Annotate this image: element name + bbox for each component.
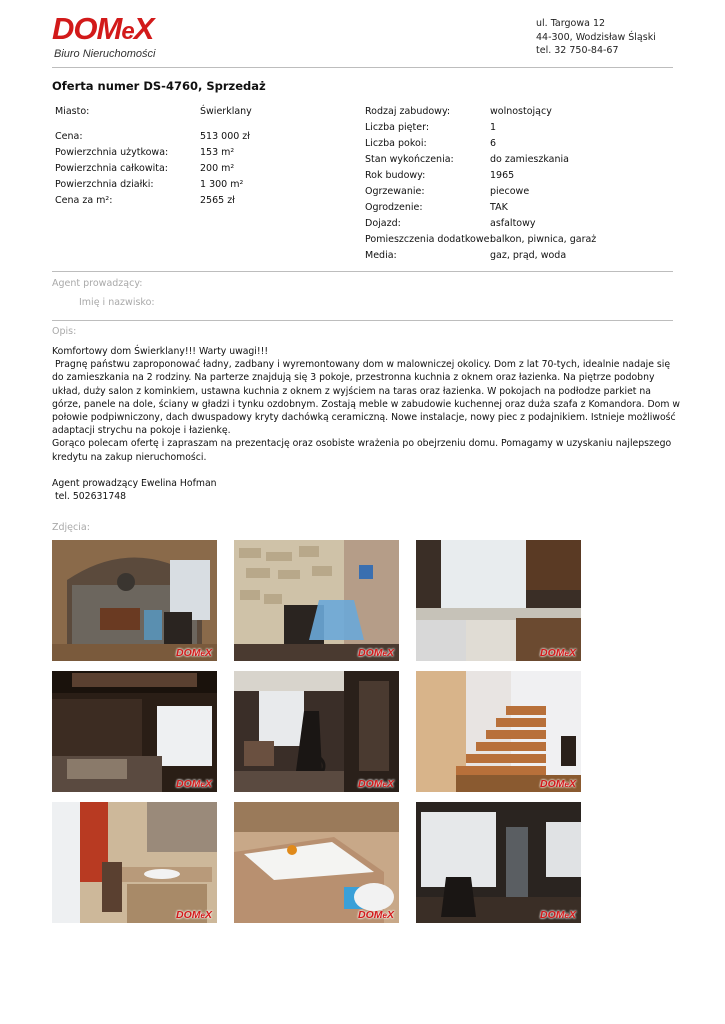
photo-watermark: DOMeX <box>540 647 576 659</box>
detail-label: Cena: <box>55 131 83 142</box>
agent-divider <box>52 320 673 321</box>
detail-label: Ogrodzenie: <box>365 202 423 213</box>
detail-value: TAK <box>490 202 508 213</box>
photo-watermark: DOMeX <box>358 778 394 790</box>
description-spacer <box>52 464 682 477</box>
detail-label: Stan wykończenia: <box>365 154 454 165</box>
detail-label: Media: <box>365 250 397 261</box>
address-street: ul. Targowa 12 <box>536 18 606 29</box>
detail-value: wolnostojący <box>490 106 552 117</box>
detail-value: 513 000 zł <box>200 131 250 142</box>
photo-watermark: DOMeX <box>176 778 212 790</box>
detail-value: 200 m² <box>200 163 235 174</box>
detail-value: 6 <box>490 138 497 149</box>
detail-label: Rok budowy: <box>365 170 426 181</box>
details-divider <box>52 271 673 272</box>
photo-kitchen[interactable] <box>416 540 581 661</box>
photo-watermark: DOMeX <box>358 909 394 921</box>
photo-kitchen-fridge[interactable] <box>416 802 581 923</box>
header-divider <box>52 67 673 68</box>
photo-watermark: DOMeX <box>176 909 212 921</box>
detail-value: 153 m² <box>200 147 235 158</box>
detail-label: Powierzchnia działki: <box>55 179 154 190</box>
photo-fireplace[interactable] <box>234 540 399 661</box>
photo-staircase-image <box>416 671 581 792</box>
photo-bathroom-sink[interactable] <box>52 802 217 923</box>
photo-living-room[interactable] <box>52 540 217 661</box>
description-paragraph: Gorąco polecam ofertę i zapraszam na prezentację oraz osobiste wrażenia po obejrzeniu domu. Pomagamy w uzyskaniu najlepszego kredytu na zakup nieruchomości. <box>52 438 675 463</box>
detail-value: 1965 <box>490 170 515 181</box>
detail-label: Liczba pięter: <box>365 122 430 133</box>
photo-bathtub[interactable] <box>234 802 399 923</box>
description-label: Opis: <box>52 326 77 337</box>
photo-living-room-image <box>52 540 217 661</box>
photo-watermark: DOMeX <box>176 647 212 659</box>
detail-label: Miasto: <box>55 106 90 117</box>
detail-value: 2565 zł <box>200 195 235 206</box>
detail-label: Pomieszczenia dodatkowe: <box>365 234 493 245</box>
description-agent-line: Agent prowadzący Ewelina Hofman <box>52 477 217 489</box>
photo-staircase[interactable] <box>416 671 581 792</box>
photo-exercise-room-image <box>234 671 399 792</box>
logo-subtitle: Biuro Nieruchomości <box>54 48 156 60</box>
photo-fireplace-image <box>234 540 399 661</box>
description-text <box>52 345 682 503</box>
detail-value: gaz, prąd, woda <box>490 250 567 261</box>
company-logo <box>52 11 156 60</box>
detail-label: Dojazd: <box>365 218 401 229</box>
description-paragraph: Pragnę państwu zaproponować ładny, zadbany i wyremontowany dom w malowniczej okolicy. Dom z lat 70-tych, idealnie nadaje się do zamieszkania na 2 rodziny. Na parterze znajdują się 3 pokoje, przestronna kuchnia z oknem oraz łazienka. Na piętrze podobny układ, duży salon z kominkiem, ustawna kuchnia z oknem z wyjściem na taras oraz łazienka. W pokojach na podłodze parkiet na górze, panele na dole, ściany w gładzi i tynku ozdobnym. Zostają meble w zabudowie kuchennej oraz duża szafa z Komandora. Dom w połowie podpiwniczony, dach dwuspadowy kryty dachówką ceramiczną. Nowe instalacje, nowy piec z podajnikiem. Istnieje możliwość adaptacji strychu na pokoje i łazienkę. <box>52 359 683 437</box>
detail-value: 1 300 m² <box>200 179 244 190</box>
photo-bathroom-sink-image <box>52 802 217 923</box>
detail-value: do zamieszkania <box>490 154 569 165</box>
photo-watermark: DOMeX <box>540 778 576 790</box>
offer-title: Oferta numer DS-4760, Sprzedaż <box>52 79 266 93</box>
logo-wordmark: DOMeX <box>52 11 154 46</box>
photo-watermark: DOMeX <box>540 909 576 921</box>
photo-bedroom[interactable] <box>52 671 217 792</box>
detail-value: piecowe <box>490 186 530 197</box>
detail-label: Cena za m²: <box>55 195 113 206</box>
address-phone: tel. 32 750-84-67 <box>536 45 619 56</box>
company-address <box>536 17 656 58</box>
photo-kitchen-image <box>416 540 581 661</box>
detail-label: Ogrzewanie: <box>365 186 425 197</box>
detail-value: asfaltowy <box>490 218 536 229</box>
description-phone-line: tel. 502631748 <box>52 491 127 503</box>
photo-bathtub-image <box>234 802 399 923</box>
photo-bedroom-image <box>52 671 217 792</box>
detail-value: Świerklany <box>200 106 252 117</box>
photos-label: Zdjęcia: <box>52 522 90 533</box>
agent-section-label: Agent prowadzący: <box>52 278 143 289</box>
detail-label: Powierzchnia użytkowa: <box>55 147 169 158</box>
address-city: 44-300, Wodzisław Śląski <box>536 31 656 43</box>
detail-value: balkon, piwnica, garaż <box>490 234 597 245</box>
detail-value: 1 <box>490 122 497 133</box>
detail-city <box>55 104 89 120</box>
description-paragraph: Komfortowy dom Świerklany!!! Warty uwagi!!! <box>52 346 269 357</box>
detail-label: Powierzchnia całkowita: <box>55 163 168 174</box>
agent-name-label: Imię i nazwisko: <box>79 297 155 308</box>
photo-kitchen-fridge-image <box>416 802 581 923</box>
photo-watermark: DOMeX <box>358 647 394 659</box>
photo-exercise-room[interactable] <box>234 671 399 792</box>
detail-label: Liczba pokoi: <box>365 138 427 149</box>
detail-label: Rodzaj zabudowy: <box>365 106 451 117</box>
